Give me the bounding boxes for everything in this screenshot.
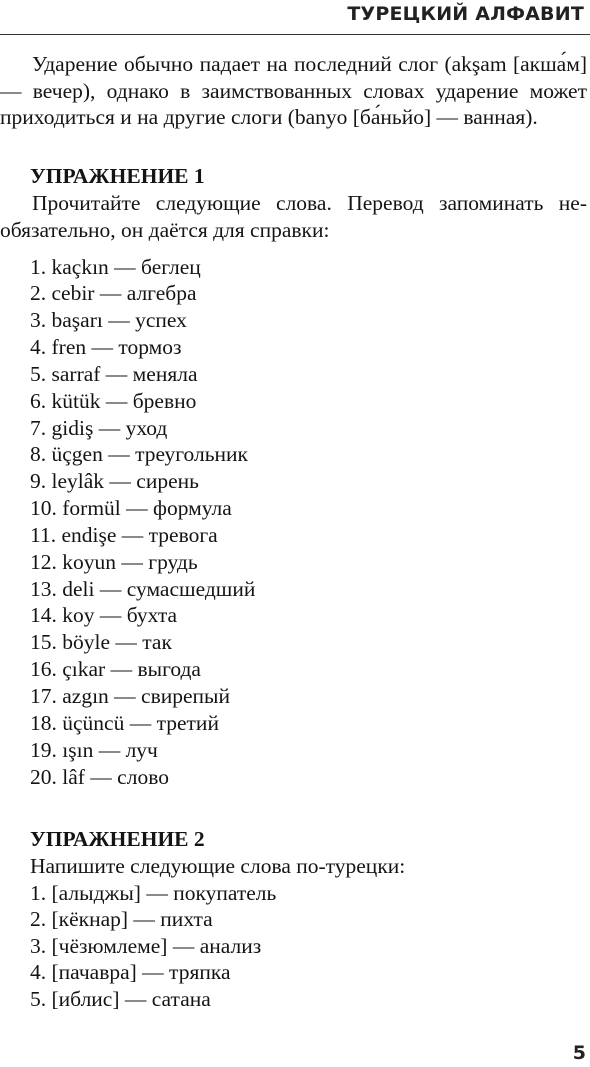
list-item: 10. formül — формула (30, 496, 232, 521)
exercise-1-word-list (0, 254, 587, 791)
list-item: 5. sarraf — меняла (30, 361, 198, 386)
list-item: 18. üçüncü — третий (30, 710, 219, 735)
list-item: 20. lâf — слово (30, 764, 169, 789)
page-content (0, 51, 587, 1012)
exercise-2-title: УПРАЖНЕНИЕ 2 (30, 827, 205, 852)
list-item: 13. deli — сумасшедший (30, 576, 256, 601)
list-item: 6. kütük — бревно (30, 388, 197, 413)
list-item: 3. başarı — успех (30, 308, 187, 333)
list-item: 17. azgın — свирепый (30, 684, 231, 709)
exercise-2-word-list (0, 853, 587, 1012)
list-item: 3. [чёзюмлеме] — анализ (30, 933, 262, 958)
intro-paragraph: Ударение обычно падает на последний слог (akşam [акша́м] — вечер), однако в заимствованных словах ударение может приходиться и на другие слоги (banyo [ба́ньйо] — ванная). (0, 52, 587, 130)
header-divider (0, 34, 590, 35)
list-item: 19. ışın — луч (30, 737, 158, 762)
list-item: 1. kaçkın — беглец (30, 254, 201, 279)
list-item: 12. koyun — грудь (30, 549, 198, 574)
list-item: 14. koy — бухта (30, 603, 178, 628)
list-item: 2. [кёкнар] — пихта (30, 907, 213, 932)
list-item: 7. gidiş — уход (30, 415, 168, 440)
exercise-2-instruction: Напишите следующие слова по-турецки: (30, 854, 406, 879)
list-item: 16. çıkar — выгода (30, 657, 201, 682)
list-item: 4. [пачавра] — тряпка (30, 960, 231, 985)
list-item: 8. üçgen — треугольник (30, 442, 248, 467)
exercise-1-title: УПРАЖНЕНИЕ 1 (30, 164, 205, 189)
running-head: ТУРЕЦКИЙ АЛФАВИТ (347, 3, 584, 25)
list-item: 2. cebir — алгебра (30, 281, 197, 306)
list-item: 15. böyle — так (30, 630, 172, 655)
list-item: 4. fren — тормоз (30, 335, 182, 360)
page-number: 5 (572, 1042, 586, 1064)
list-item: 1. [алыджы] — покупатель (30, 880, 277, 905)
list-item: 9. leylâk — сирень (30, 469, 199, 494)
list-item: 11. endişe — тревога (30, 522, 218, 547)
exercise-1-instruction: Прочитайте следующие слова. Перевод запоминать необязательно, он даётся для справки: (0, 191, 587, 242)
list-item: 5. [иблис] — сатана (30, 986, 211, 1011)
